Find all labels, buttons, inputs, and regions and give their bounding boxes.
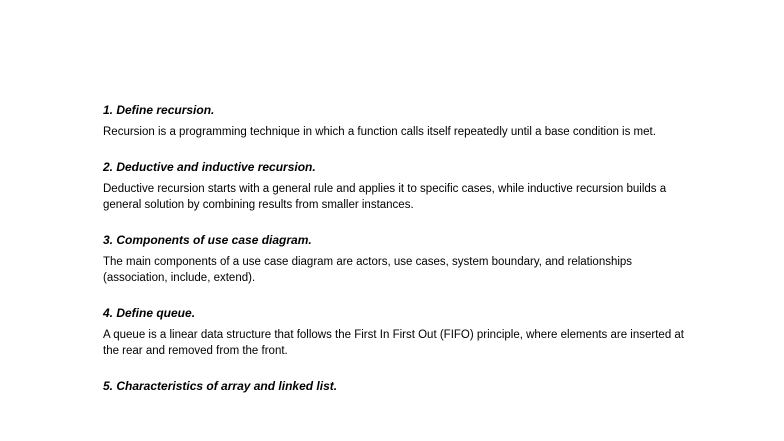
answer-text: A queue is a linear data structure that follows the First In First Out (FIFO) principle, where elements are inserted at the rear and removed from the front. — [103, 329, 684, 357]
answer-text: Deductive recursion starts with a general rule and applies it to specific cases, while inductive recursion builds a general solution by combining results from smaller instances. — [103, 183, 667, 211]
answer-text: The main components of a use case diagram are actors, use cases, system boundary, and relationships (association, include, extend). — [103, 256, 633, 284]
qa-item-3 — [103, 233, 703, 286]
question-heading: 1. Define recursion. — [103, 103, 215, 117]
qa-item-1 — [103, 103, 703, 140]
qa-item-5 — [103, 379, 703, 394]
qa-item-2 — [103, 160, 703, 213]
question-heading: 3. Components of use case diagram. — [103, 233, 312, 247]
question-heading: 5. Characteristics of array and linked list. — [103, 379, 338, 393]
answer-text: Recursion is a programming technique in which a function calls itself repeatedly until a base condition is met. — [103, 126, 656, 138]
qa-item-4 — [103, 306, 703, 359]
question-heading: 4. Define queue. — [103, 306, 196, 320]
question-heading: 2. Deductive and inductive recursion. — [103, 160, 316, 174]
document-content — [103, 103, 703, 414]
